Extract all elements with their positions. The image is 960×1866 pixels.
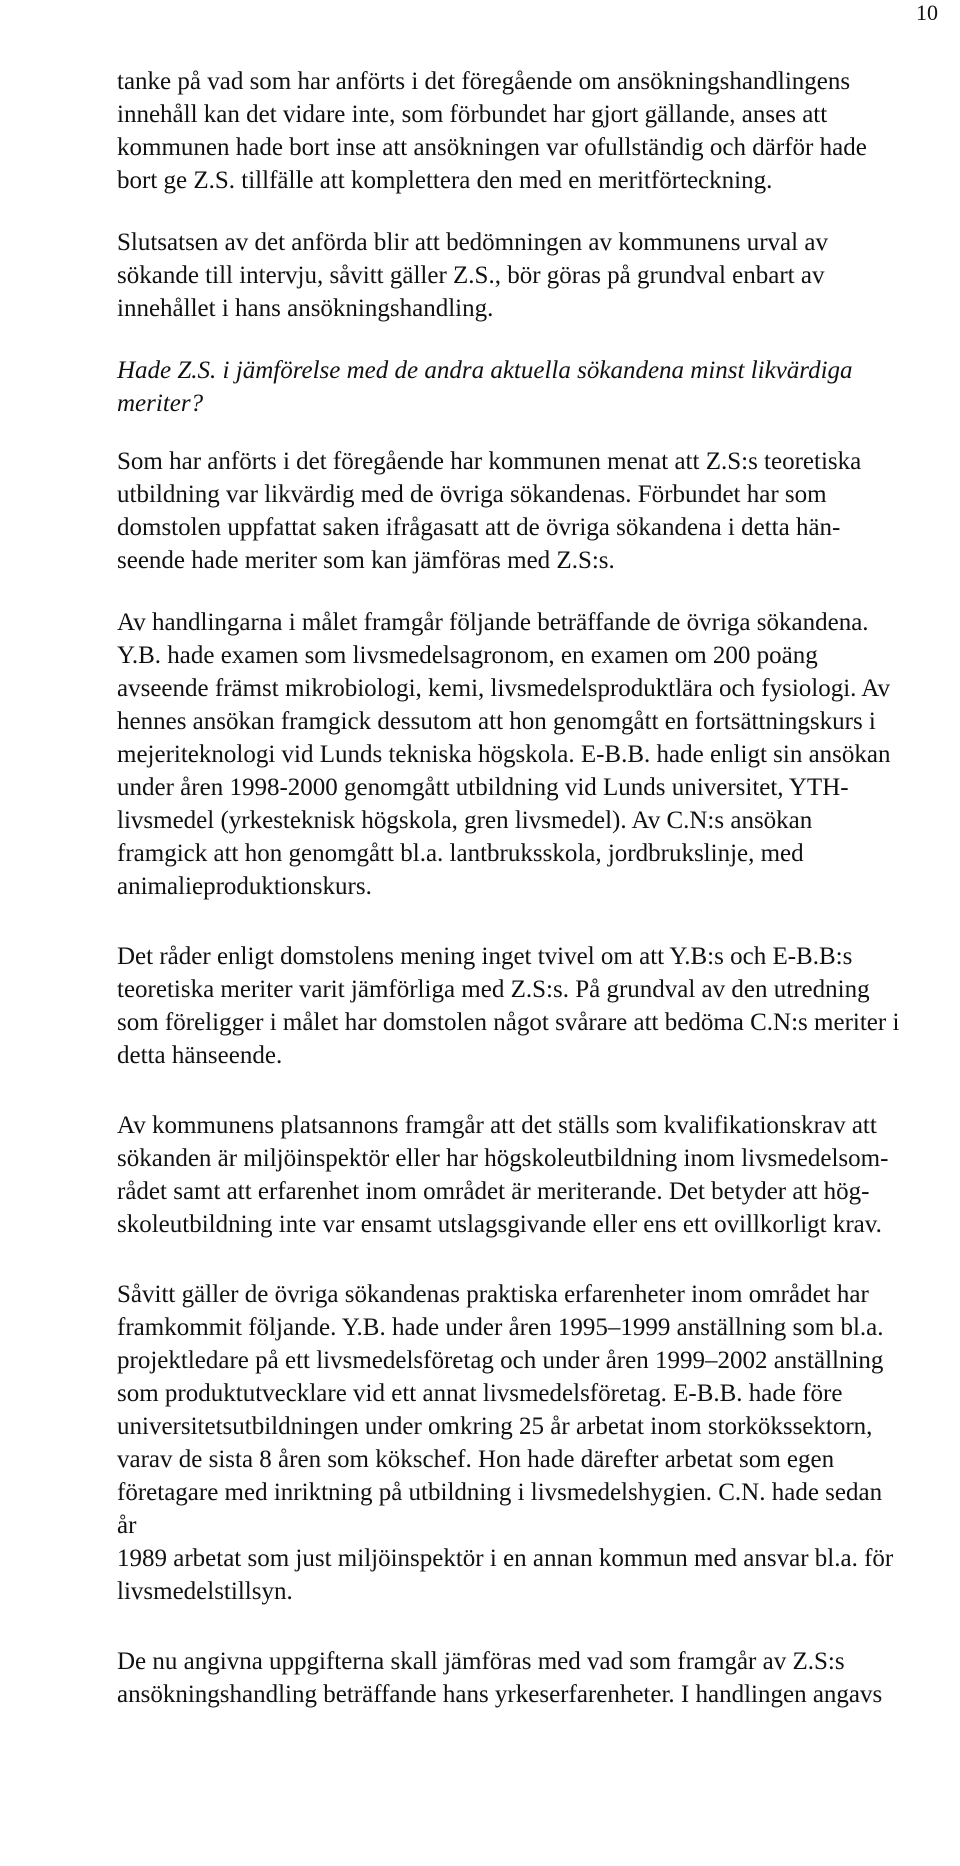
paragraph-3: Som har anförts i det föregående har kommunen menat att Z.S:s teoretiska utbildning var likvärdig med de övriga sökandenas. Förbundet har som domstolen uppfattat saken ifrågasatt att de övriga sökandena i detta hän- seende hade meriter som kan jämföras med Z.S:s. — [117, 448, 862, 574]
section-question-heading: Hade Z.S. i jämförelse med de andra aktuella sökandena minst likvärdiga meriter? — [117, 357, 853, 417]
paragraph-5: Det råder enligt domstolens mening inget tvivel om att Y.B:s och E-B.B:s teoretiska meriter varit jämförliga med Z.S:s. På grundval av den utredning som föreligger i målet har domstolen något svårare att bedöma C.N:s meriter i detta hänseende. — [117, 943, 900, 1069]
paragraph-4: Av handlingarna i målet framgår följande beträffande de övriga sökandena. Y.B. hade examen som livsmedelsagronom, en examen om 200 poäng avseende främst mikrobiologi, kemi, livsmedelsproduktlära och fysiologi. Av hennes ansökan framgick dessutom att hon genomgått en fortsättningskurs i mejeriteknologi vid Lunds tekniska högskola. E-B.B. hade enligt sin ansökan under åren 1998-2000 genomgått utbildning vid Lunds universitet, YTH- livsmedel (yrkesteknisk högskola, gren livsmedel). Av C.N:s ansökan framgick att hon genomgått bl.a. lantbruksskola, jordbrukslinje, med animalieproduktionskurs. — [117, 609, 891, 900]
paragraph-2: Slutsatsen av det anförda blir att bedömningen av kommunens urval av sökande till intervju, såvitt gäller Z.S., bör göras på grundval enbart av innehållet i hans ansökningshandling. — [117, 229, 828, 322]
paragraph-8: De nu angivna uppgifterna skall jämföras med vad som framgår av Z.S:s ansökningshandling beträffande hans yrkeserfarenheter. I handlingen angavs — [117, 1648, 883, 1708]
document-body — [117, 65, 907, 1711]
paragraph-1: tanke på vad som har anförts i det föregående om ansökningshandlingens innehåll kan det vidare inte, som förbundet har gjort gällande, anses att kommunen hade bort inse att ansökningen var ofullständig och därför hade bort ge Z.S. tillfälle att komplettera den med en meritförteckning. — [117, 68, 867, 194]
paragraph-6: Av kommunens platsannons framgår att det ställs som kvalifikationskrav att sökanden är miljöinspektör eller har högskoleutbildning inom livsmedelsom- rådet samt att erfarenhet inom området är meriterande. Det betyder att hög- skoleutbildning inte var ensamt utslagsgivande eller ens ett ovillkorligt krav. — [117, 1112, 889, 1238]
page-number: 10 — [916, 0, 938, 25]
paragraph-7: Såvitt gäller de övriga sökandenas praktiska erfarenheter inom området har framkommit följande. Y.B. hade under åren 1995–1999 anställning som bl.a. projektledare på ett livsmedelsföretag och under åren 1999–2002 anställning som produktutvecklare vid ett annat livsmedelsföretag. E-B.B. hade före universitetsutbildningen under omkring 25 år arbetat inom storkökssektorn, varav de sista 8 åren som kökschef. Hon hade därefter arbetat som egen företagare med inriktning på utbildning i livsmedelshygien. C.N. hade sedan år 1989 arbetat som just miljöinspektör i en annan kommun med ansvar bl.a. för livsmedelstillsyn. — [117, 1281, 894, 1605]
